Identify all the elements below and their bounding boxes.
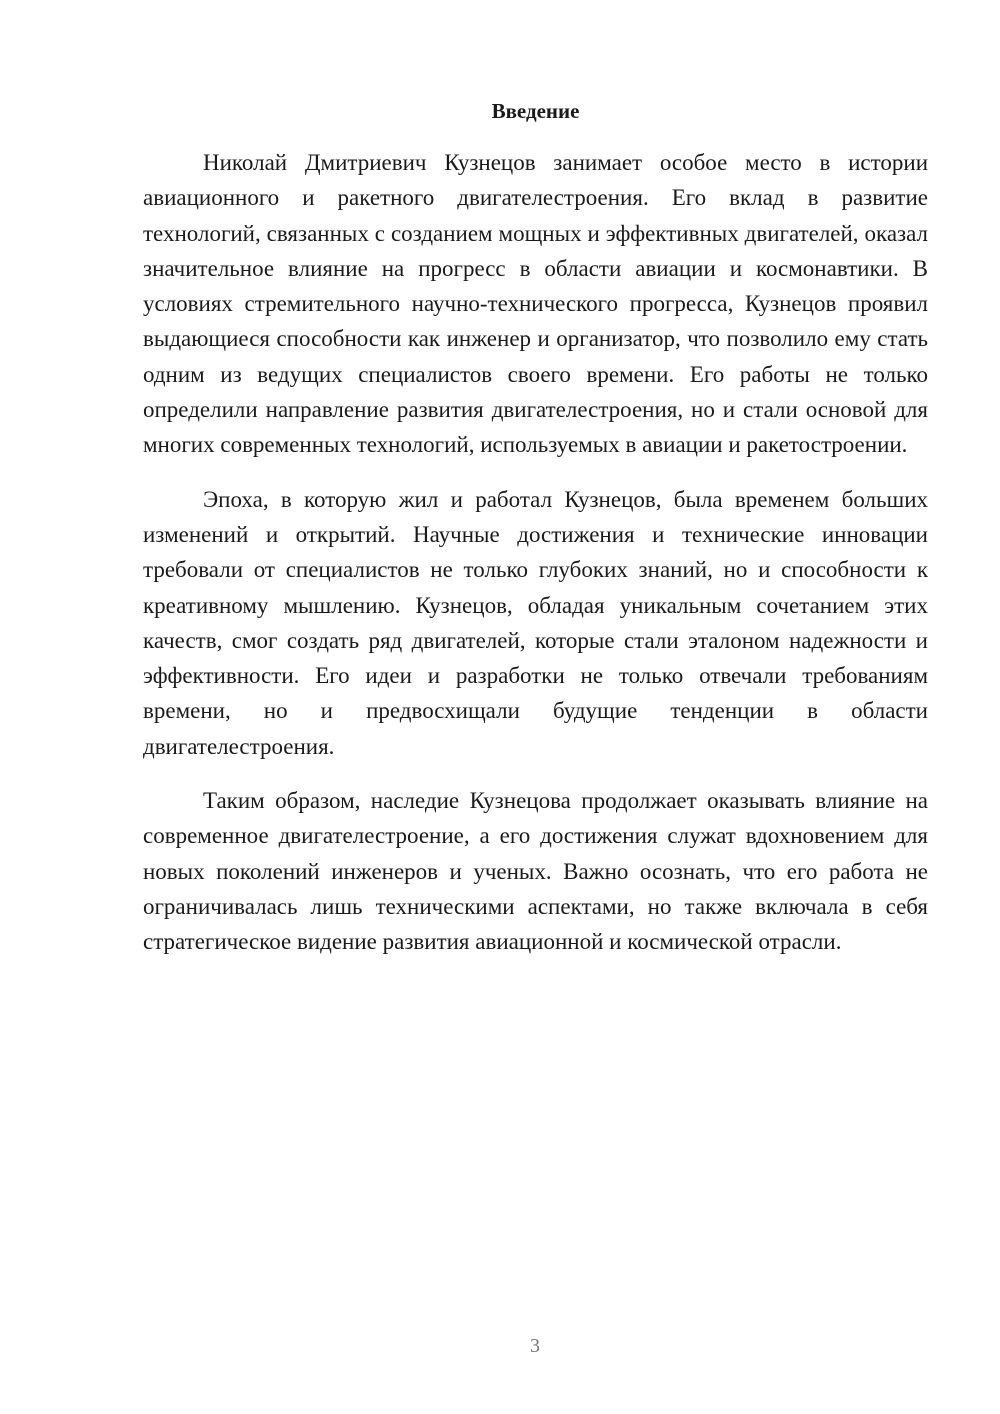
paragraph-3: Таким образом, наследие Кузнецова продолжает оказывать влияние на современное двигателестроение, а его достижения служат вдохновением для новых поколений инженеров и ученых. Важно осознать, что его работа не ограничивалась лишь техническими аспектами, но также включала в себя стратегическое видение развития авиационной и космической отрасли. [143, 788, 928, 955]
paragraph-1: Николай Дмитриевич Кузнецов занимает особое место в истории авиационного и ракетного двигателестроения. Его вклад в развитие технологий, связанных с созданием мощных и эффективных двигателей, оказал значительное влияние на прогресс в области авиации и космонавтики. В условиях стремительного научно-технического прогресса, Кузнецов проявил выдающиеся способности как инженер и организатор, что позволило ему стать одним из ведущих специалистов своего времени. Его работы не только определили направление развития двигателестроения, но и стали основой для многих современных технологий, используемых в авиации и ракетостроении. [143, 150, 928, 458]
section-title: Введение [491, 99, 580, 123]
paragraph-2: Эпоха, в которую жил и работал Кузнецов, была временем больших изменений и открытий. Научные достижения и технические инновации требовали от специалистов не только глубоких знаний, но и способности к креативному мышлению. Кузнецов, обладая уникальным сочетанием этих качеств, смог создать ряд двигателей, которые стали эталоном надежности и эффективности. Его идеи и разработки не только отвечали требованиям времени, но и предвосхищали будущие тенденции в области двигателестроения. [143, 486, 928, 759]
page-number: 3 [530, 1335, 540, 1357]
body-text [143, 145, 928, 960]
